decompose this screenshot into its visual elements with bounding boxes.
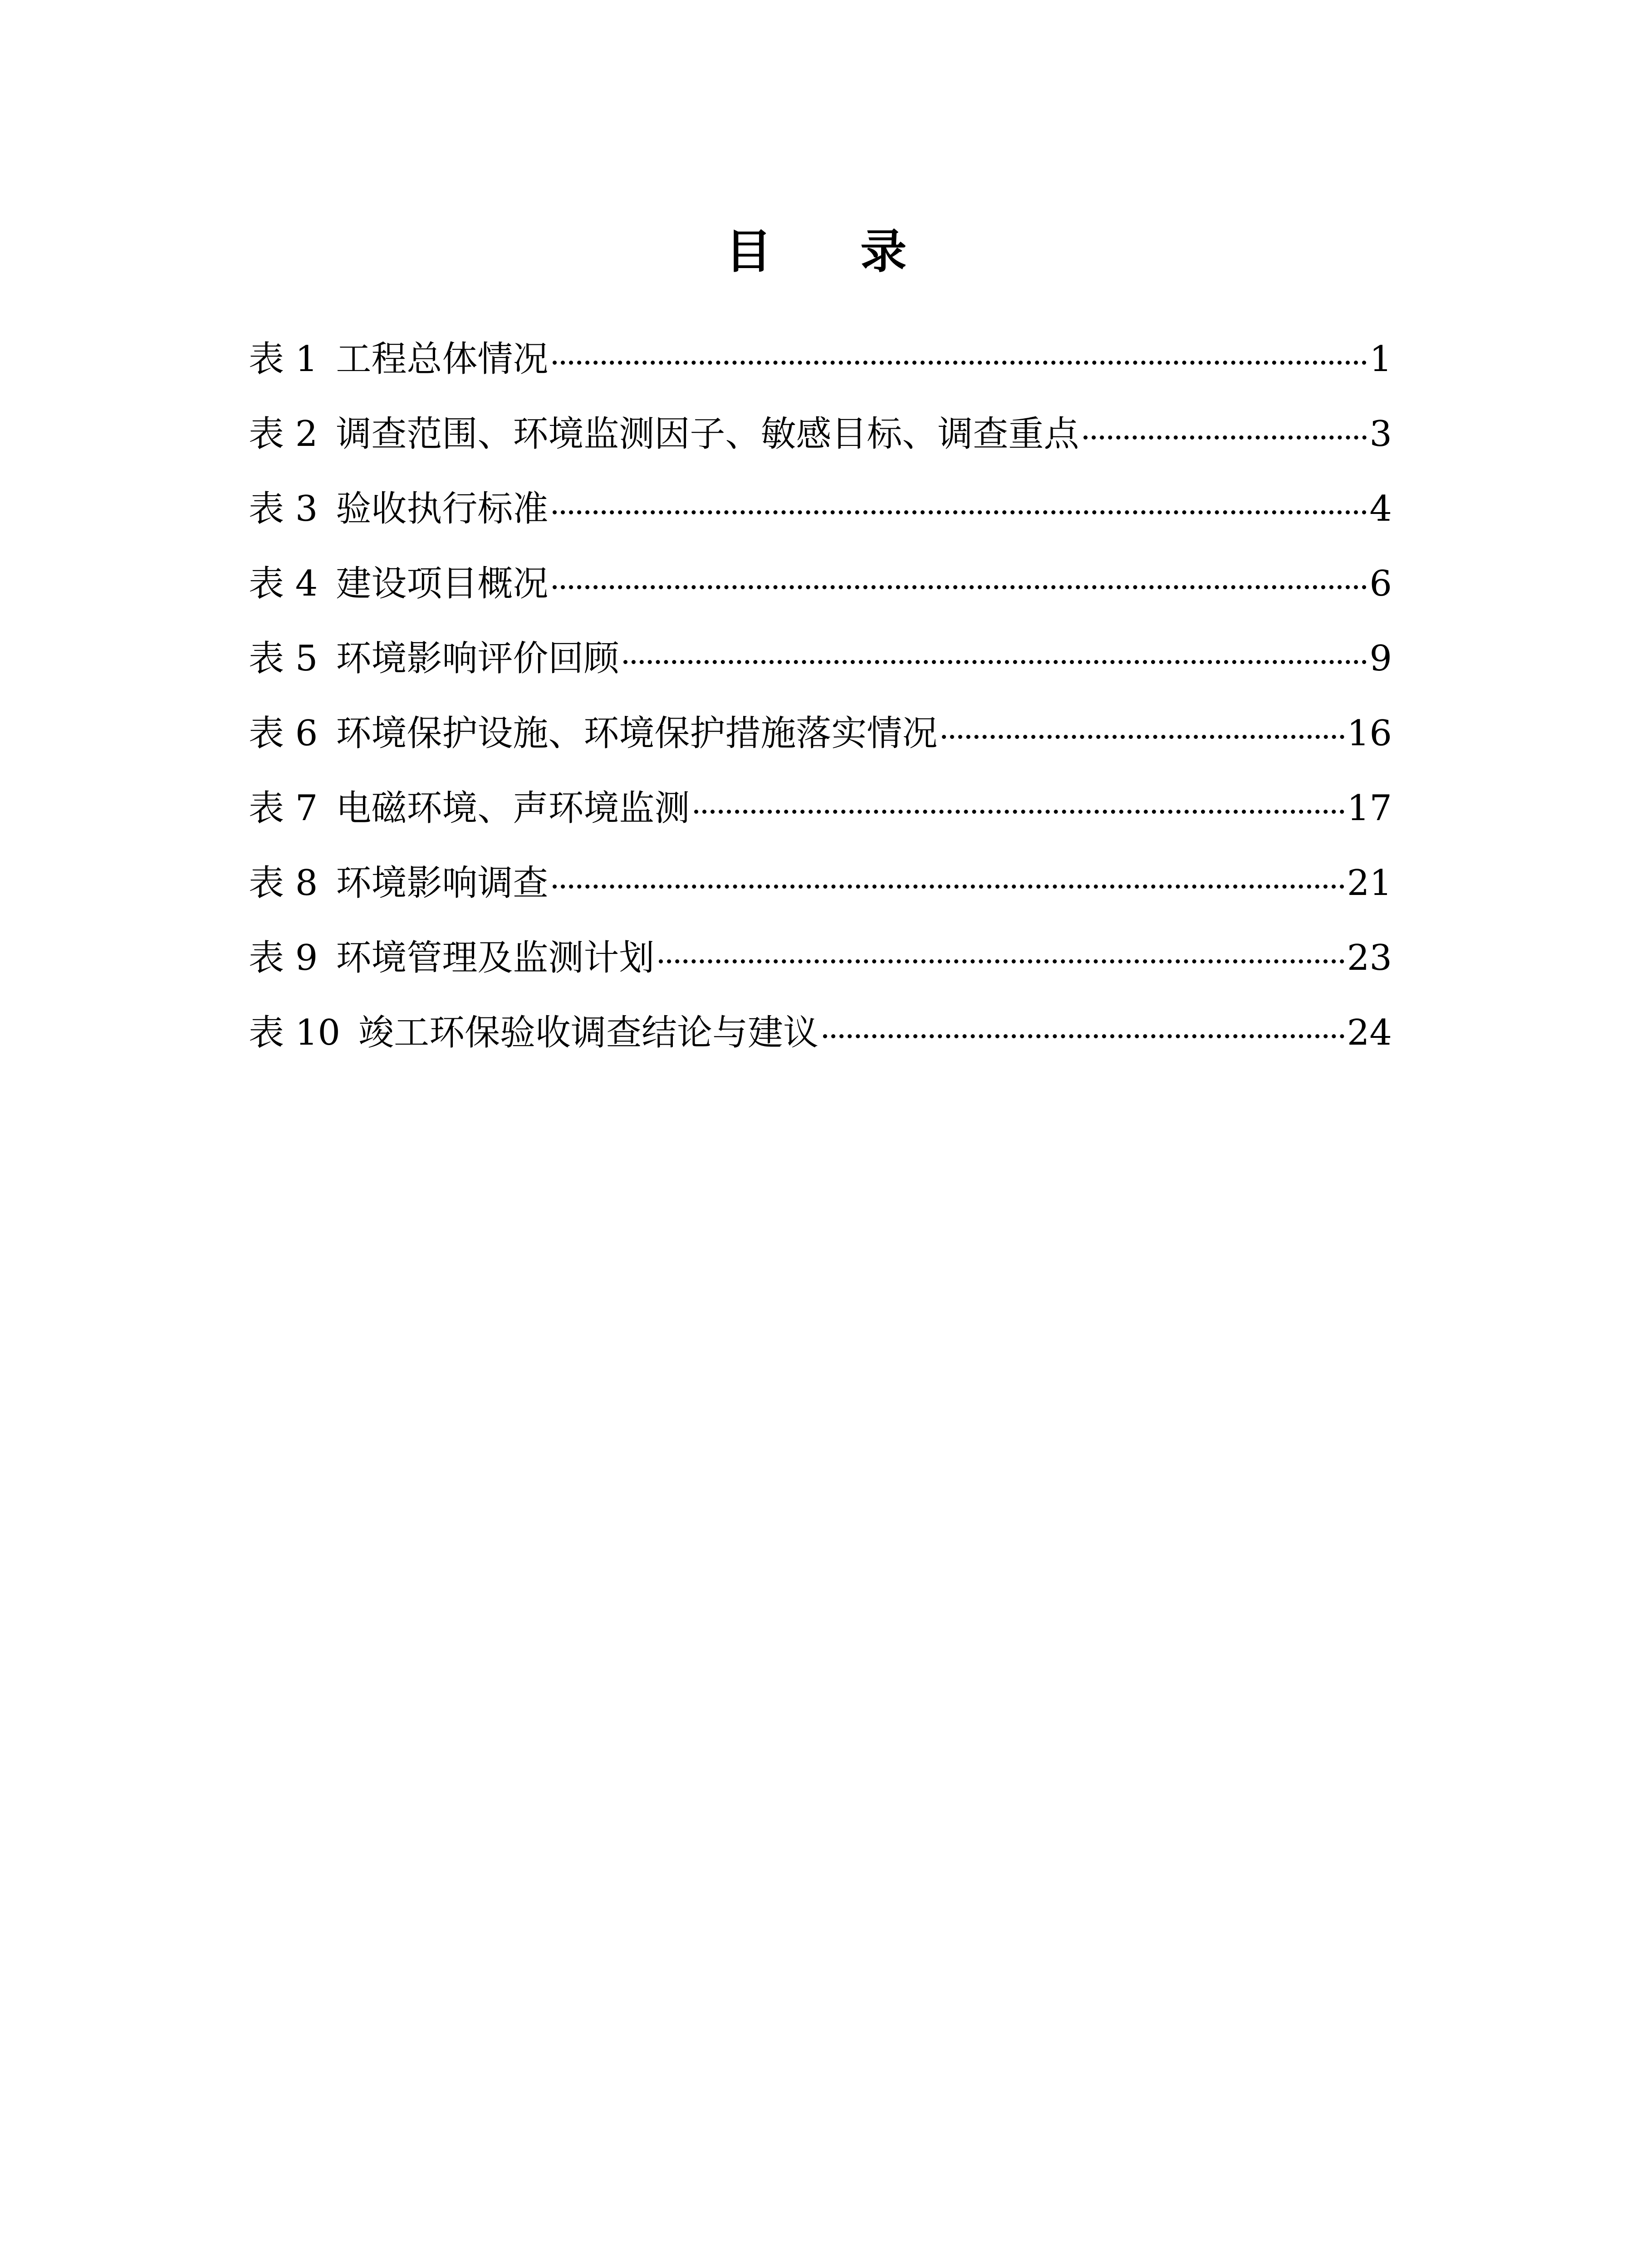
toc-entry-title: 电磁环境、声环境监测 xyxy=(336,788,690,829)
toc-entry[interactable] xyxy=(249,846,1392,921)
toc-entry-page-number: 21 xyxy=(1347,863,1392,904)
toc-entry[interactable] xyxy=(249,696,1392,771)
dot-leader xyxy=(623,660,1367,664)
toc-entry[interactable] xyxy=(249,472,1392,547)
toc-entry-title: 建设项目概况 xyxy=(336,563,549,604)
toc-entry-page-number: 17 xyxy=(1347,788,1392,829)
toc-entry-label: 表 7 xyxy=(249,788,318,829)
dot-leader xyxy=(1083,435,1367,440)
toc-entry-label: 表 2 xyxy=(249,414,318,455)
toc-entry-title: 工程总体情况 xyxy=(336,339,549,380)
toc-entry[interactable] xyxy=(249,621,1392,696)
table-of-contents xyxy=(249,322,1392,1070)
dot-leader xyxy=(942,735,1344,739)
toc-entry-label: 表 5 xyxy=(249,638,318,679)
toc-entry-label: 表 4 xyxy=(249,563,318,604)
dot-leader xyxy=(553,885,1344,889)
toc-entry-label: 表 8 xyxy=(249,863,318,904)
toc-entry-page-number: 1 xyxy=(1369,339,1392,380)
toc-entry-title: 竣工环保验收调查结论与建议 xyxy=(358,1012,819,1053)
toc-entry[interactable] xyxy=(249,996,1392,1070)
toc-entry-label: 表 3 xyxy=(249,489,318,529)
toc-entry[interactable] xyxy=(249,547,1392,621)
toc-entry-page-number: 24 xyxy=(1347,1012,1392,1053)
dot-leader xyxy=(553,510,1367,514)
toc-entry[interactable] xyxy=(249,921,1392,996)
toc-entry-label: 表 9 xyxy=(249,938,318,978)
toc-entry[interactable] xyxy=(249,397,1392,472)
toc-entry[interactable] xyxy=(249,322,1392,397)
toc-entry[interactable] xyxy=(249,771,1392,846)
toc-entry-title: 调查范围、环境监测因子、敏感目标、调查重点 xyxy=(336,414,1079,455)
toc-entry-page-number: 6 xyxy=(1369,563,1392,604)
toc-entry-page-number: 4 xyxy=(1369,489,1392,529)
toc-entry-label: 表 1 xyxy=(249,339,318,380)
toc-entry-label: 表 10 xyxy=(249,1012,341,1053)
toc-entry-title: 环境影响评价回顾 xyxy=(336,638,619,679)
toc-entry-title: 环境影响调查 xyxy=(336,863,549,904)
dot-leader xyxy=(823,1034,1344,1038)
toc-entry-page-number: 9 xyxy=(1369,638,1392,679)
toc-entry-page-number: 3 xyxy=(1369,414,1392,455)
dot-leader xyxy=(659,959,1344,963)
dot-leader xyxy=(694,810,1344,814)
dot-leader xyxy=(553,361,1367,365)
page-title: 目 录 xyxy=(725,225,943,279)
toc-entry-label: 表 6 xyxy=(249,713,318,754)
toc-entry-title: 环境管理及监测计划 xyxy=(336,938,655,978)
toc-entry-page-number: 23 xyxy=(1347,938,1392,978)
toc-entry-page-number: 16 xyxy=(1347,713,1392,754)
dot-leader xyxy=(553,585,1367,589)
toc-entry-title: 环境保护设施、环境保护措施落实情况 xyxy=(336,713,938,754)
toc-entry-title: 验收执行标准 xyxy=(336,489,549,529)
